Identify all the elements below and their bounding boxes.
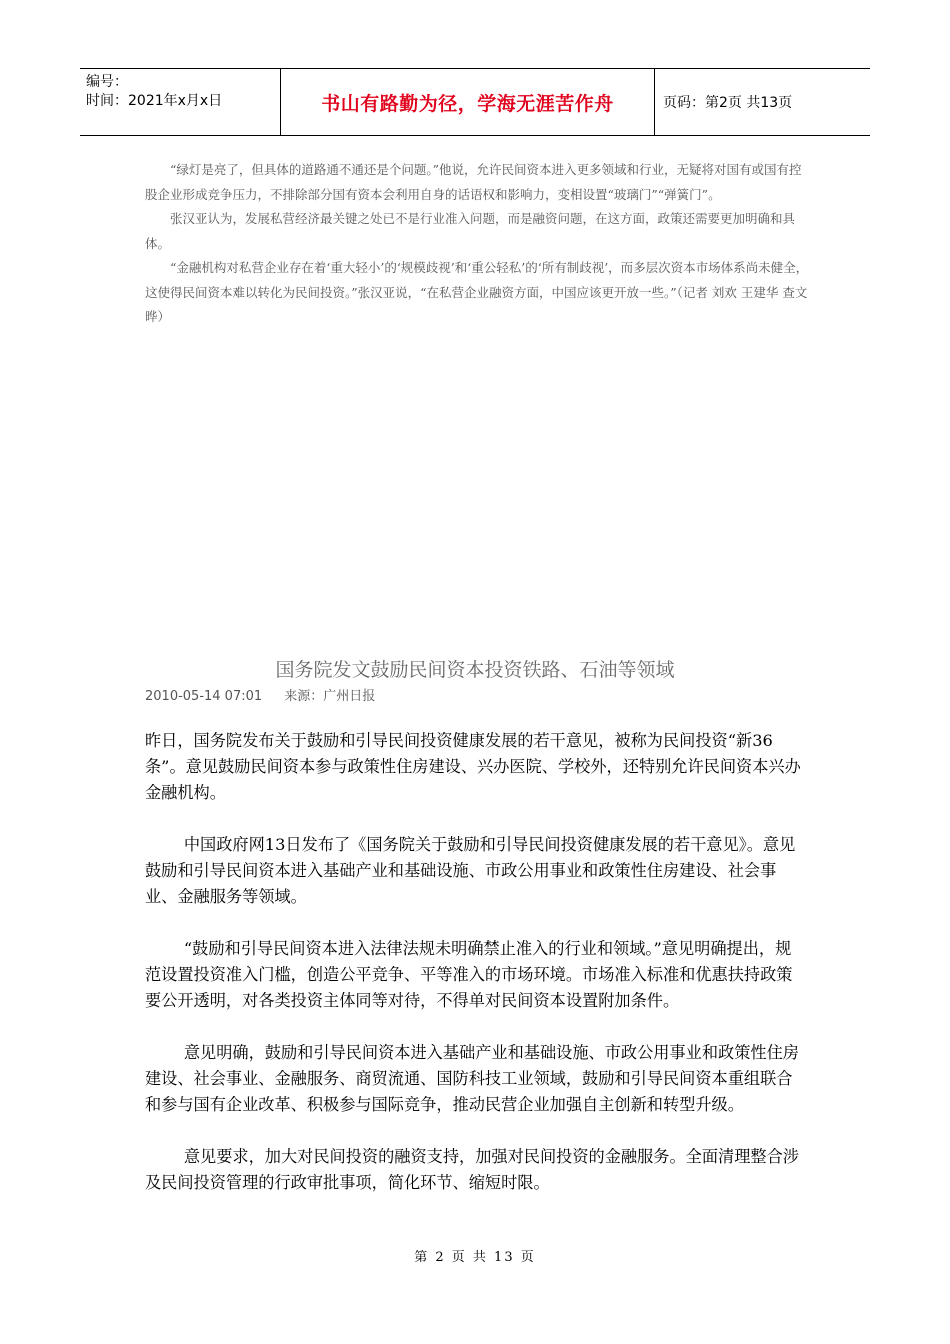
header-number-label: 编号： xyxy=(86,74,128,90)
gray-paragraph: “绿灯是亮了，但具体的道路通不通还是个问题。”他说，允许民间资本进入更多领域和行业，无疑将对国有或国有控股企业形成竞争压力，不排除部分国有资本会利用自身的话语权和影响力，变相设置“玻璃门”“弹簧门”。 xyxy=(145,162,802,202)
gray-paragraph: 张汉亚认为，发展私营经济最关键之处已不是行业准入问题，而是融资问题，在这方面，政策还需要更加明确和具体。 xyxy=(145,211,796,251)
article-meta xyxy=(145,685,393,704)
body-paragraph: 意见明确，鼓励和引导民间资本进入基础产业和基础设施、市政公用事业和政策性住房建设、社会事业、金融服务、商贸流通、国防科技工业领域，鼓励和引导民间资本重组联合和参与国有企业改革、积极参与国际竞争，推动民营企业加强自主创新和转型升级。 xyxy=(145,1043,799,1114)
article-body xyxy=(145,728,807,1222)
body-paragraph: 中国政府网13日发布了《国务院关于鼓励和引导民间投资健康发展的若干意见》。意见鼓励和引导民间资本进入基础产业和基础设施、市政公用事业和政策性住房建设、社会事业、金融服务等领域。 xyxy=(145,835,796,906)
header-page-label: 页码：第2页 共13页 xyxy=(663,95,793,111)
previous-article-tail xyxy=(145,158,813,330)
article-title: 国务院发文鼓励民间资本投资铁路、石油等领域 xyxy=(275,659,675,681)
header-table xyxy=(80,68,870,136)
body-paragraph: “鼓励和引导民间资本进入法律法规未明确禁止准入的行业和领域。”意见明确提出，规范设置投资准入门槛，创造公平竞争、平等准入的市场环境。市场准入标准和优惠扶持政策要公开透明，对各类投资主体同等对待，不得单对民间资本设置附加条件。 xyxy=(145,939,793,1010)
header-meta-cell xyxy=(80,69,281,135)
gray-paragraph: “金融机构对私营企业存在着‘重大轻小’的‘规模歧视’和‘重公轻私’的‘所有制歧视’，而多层次资本市场体系尚未健全，这使得民间资本难以转化为民间投资。”张汉亚说，“在私营企业融资方面，中国应该更开放一些。”（记者 刘欢 王建华 查文晔） xyxy=(145,260,809,324)
header-slogan: 书山有路勤为径，学海无涯苦作舟 xyxy=(281,69,655,135)
article-source: 来源：广州日报 xyxy=(284,689,376,704)
body-paragraph: 昨日，国务院发布关于鼓励和引导民间投资健康发展的若干意见，被称为民间投资“新36条”。意见鼓励民间资本参与政策性住房建设、兴办医院、学校外，还特别允许民间资本兴办金融机构。 xyxy=(145,731,801,802)
body-paragraph: 意见要求，加大对民间投资的融资支持，加强对民间投资的金融服务。全面清理整合涉及民间投资管理的行政审批事项，简化环节、缩短时限。 xyxy=(145,1147,799,1192)
article-datetime: 2010-05-14 07:01 xyxy=(145,689,263,704)
page-footer: 第 2 页 共 13 页 xyxy=(414,1250,536,1265)
header-time-label: 时间：2021年x月x日 xyxy=(86,93,223,109)
